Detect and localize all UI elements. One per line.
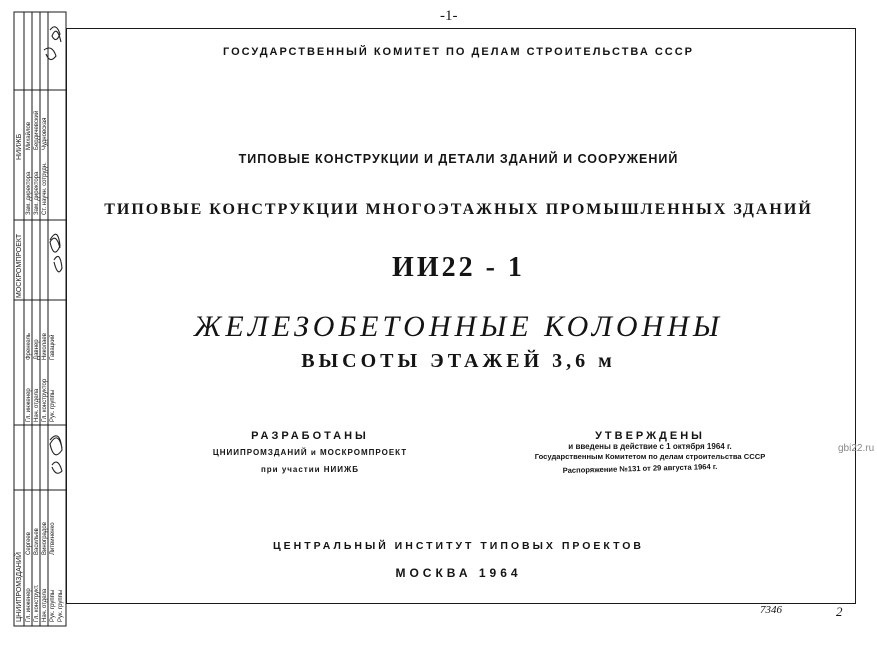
developed-participation: при участии НИИЖБ <box>260 465 360 474</box>
document-title: ЖЕЛЕЗОБЕТОННЫЕ КОЛОННЫ <box>193 310 724 343</box>
stamp-role-8: Гл. инженер <box>26 588 32 622</box>
developed-org: ЦНИИПРОМЗДАНИЙ и МОСКРОМПРОЕКТ <box>212 448 408 457</box>
sheet-sub: 2 <box>836 604 843 619</box>
stamp-role-9: Гл. конструкт. <box>34 584 40 622</box>
stamp-role-1: Зам. директора <box>26 171 32 215</box>
committee-line: ГОСУДАРСТВЕННЫЙ КОМИТЕТ ПО ДЕЛАМ СТРОИТЕЛЬСТВА СССР <box>222 46 694 58</box>
stamp-role-11: Рук. группы <box>50 589 56 622</box>
stamp-name-1: Михайлов <box>26 121 32 150</box>
stamp-role-4: Гл. инженер <box>26 388 32 422</box>
approved-line1: и введены в действие с 1 октября 1964 г. <box>568 442 732 451</box>
stamp-name-6: Николаев <box>42 333 48 360</box>
document-code: ИИ22 - 1 <box>392 252 525 283</box>
page-number: -1- <box>440 8 458 24</box>
stamp-role-6: Гл. конструктор <box>42 378 48 422</box>
stamp-name-4: Френкель <box>26 332 32 360</box>
document-subtitle: ВЫСОТЫ ЭТАЖЕЙ 3,6 м <box>301 350 616 372</box>
institute-line: ЦЕНТРАЛЬНЫЙ ИНСТИТУТ ТИПОВЫХ ПРОЕКТОВ <box>272 540 644 552</box>
stamp-name-8: Сергеев <box>26 532 32 555</box>
stamp-role-2: Зам. директора <box>34 171 40 215</box>
approved-heading: УТВЕРЖДЕНЫ <box>595 430 705 442</box>
stamp-name-9: Васильев <box>34 528 40 555</box>
stamp-org-bottom: ЦНИИПРОМЗДАНИЙ <box>16 552 23 622</box>
stamp-name-7: Гавацкий <box>50 334 56 360</box>
subseries-line: ТИПОВЫЕ КОНСТРУКЦИИ МНОГОЭТАЖНЫХ ПРОМЫШЛЕННЫХ ЗДАНИЙ <box>104 201 813 218</box>
stamp-name-5: Давнер <box>34 339 40 360</box>
stamp-name-2: Бердичевский <box>34 110 40 150</box>
stamp-name-11: Литвиненко <box>50 522 56 555</box>
stamp-role-5: Нач. отдела <box>34 388 40 422</box>
stamp-name-10: Виноградов <box>42 522 48 555</box>
stamp-role-7: Рук. группы <box>50 389 56 422</box>
approved-line3: Распоряжение №131 от 29 августа 1964 г. <box>562 461 718 476</box>
stamp-org-mid: НИИЖБ <box>16 133 23 160</box>
stamp-role-3: Ст. научн. сотрудн. <box>42 162 48 215</box>
developed-heading: РАЗРАБОТАНЫ <box>251 430 369 442</box>
stamp-org-top: МОСКРОМПРОЕКТ <box>16 233 23 298</box>
stamp-role-10: Нач. отдела <box>42 588 48 622</box>
stamp-name-3: Чудновская <box>42 117 48 150</box>
city-year: МОСКВА 1964 <box>395 566 522 580</box>
series-line: ТИПОВЫЕ КОНСТРУКЦИИ И ДЕТАЛИ ЗДАНИЙ И СООРУЖЕНИЙ <box>238 152 679 166</box>
approved-line2: Государственным Комитетом по делам строительства СССР <box>534 452 766 461</box>
watermark: gbi22.ru <box>838 443 875 454</box>
sheet-number: 7346 <box>760 604 782 616</box>
stamp-role-12: Рук. группы <box>58 589 64 622</box>
